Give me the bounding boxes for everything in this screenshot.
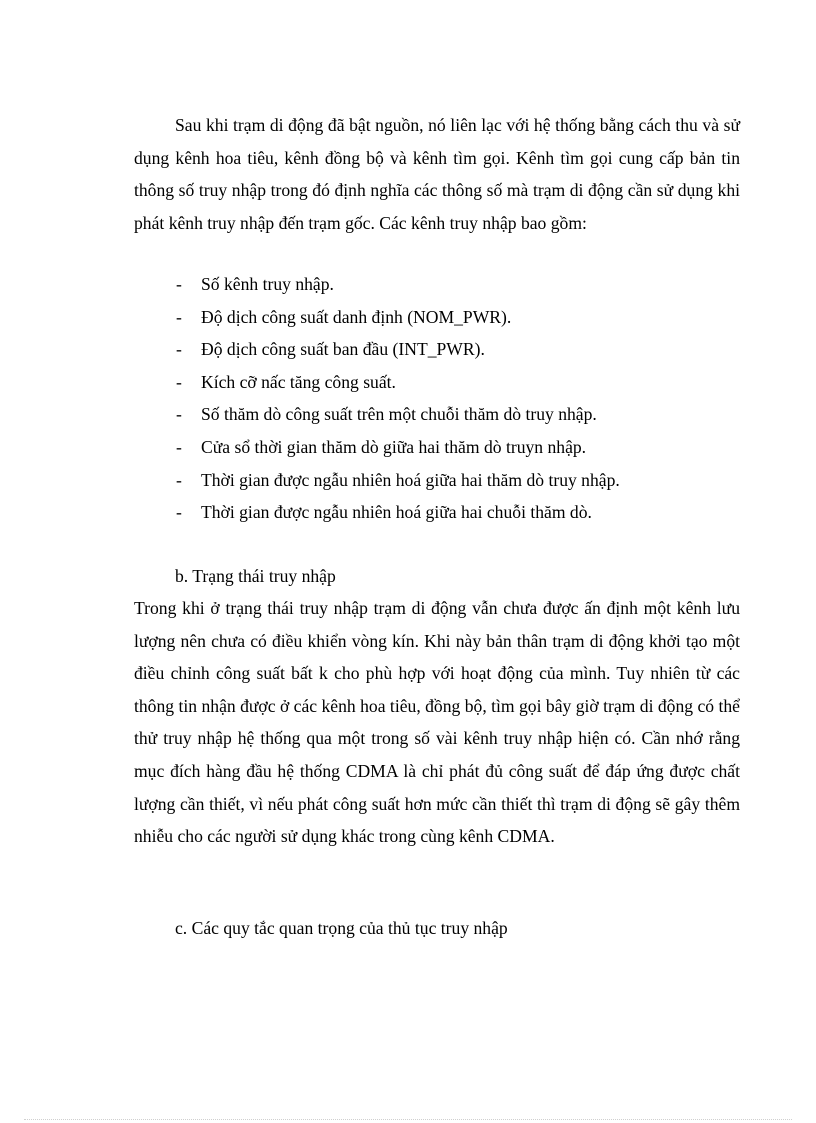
list-item-text: Số thăm dò công suất trên một chuỗi thăm dò truy nhập.	[201, 404, 597, 425]
section-b-paragraph: Trong khi ở trạng thái truy nhập trạm di động vẫn chưa được ấn định một kênh lưu lượng nên chưa có điều khiển vòng kín. Khi này bản thân trạm di động khởi tạo một điều chỉnh công suất bất k cho phù hợp với hoạt động của mình. Tuy nhiên từ các thông tin nhận được ở các kênh hoa tiêu, đồng bộ, tìm gọi bây giờ trạm di động có thể thử truy nhập hệ thống qua một trong số vài kênh truy nhập hiện có. Cần nhớ rằng mục đích hàng đầu hệ thống CDMA là chỉ phát đủ công suất để đáp ứng được chất lượng cần thiết, vì nếu phát công suất hơn mức cần thiết thì trạm di động sẽ gây thêm nhiễu cho các người sử dụng khác trong cùng kênh CDMA.	[134, 598, 740, 847]
list-item	[134, 431, 740, 464]
bullet-dash: -	[176, 274, 182, 294]
list-item-text: Cửa sổ thời gian thăm dò giữa hai thăm dò truyn nhập.	[201, 436, 587, 457]
bullet-dash: -	[176, 404, 182, 425]
bullet-dash: -	[176, 469, 182, 490]
intro-paragraph: Sau khi trạm di động đã bật nguồn, nó liên lạc với hệ thống bằng cách thu và sử dụng kênh hoa tiêu, kênh đồng bộ và kênh tìm gọi. Kênh tìm gọi cung cấp bản tin thông số truy nhập trong đó định nghĩa các thông số mà trạm di động cần sử dụng khi phát kênh truy nhập đến trạm gốc. Các kênh truy nhập bao gồm:	[134, 115, 740, 233]
list-item-text: Số kênh truy nhập.	[201, 274, 334, 294]
list-item-text: Độ dịch công suất ban đầu (INT_PWR).	[201, 339, 485, 360]
bullet-dash: -	[176, 436, 182, 457]
list-item	[134, 366, 740, 399]
list-item	[134, 496, 740, 529]
list-item-text: Thời gian được ngẫu nhiên hoá giữa hai chuỗi thăm dò.	[201, 502, 592, 523]
list-item-text: Kích cỡ nấc tăng công suất.	[201, 371, 396, 392]
section-b-heading: b. Trạng thái truy nhập	[175, 566, 336, 586]
bullet-dash: -	[176, 339, 182, 360]
page-bottom-divider	[24, 1119, 792, 1120]
section-c-heading: c. Các quy tắc quan trọng của thủ tục truy nhập	[175, 918, 508, 938]
access-parameter-list	[134, 268, 740, 529]
list-item	[134, 398, 740, 431]
bullet-dash: -	[176, 502, 182, 523]
bullet-dash: -	[176, 306, 182, 327]
list-item-text: Thời gian được ngẫu nhiên hoá giữa hai thăm dò truy nhập.	[201, 469, 620, 490]
list-item	[134, 464, 740, 497]
bullet-dash: -	[176, 371, 182, 392]
list-item	[134, 333, 740, 366]
list-item-text: Độ dịch công suất danh định (NOM_PWR).	[201, 306, 512, 327]
list-item	[134, 268, 740, 301]
list-item	[134, 301, 740, 334]
